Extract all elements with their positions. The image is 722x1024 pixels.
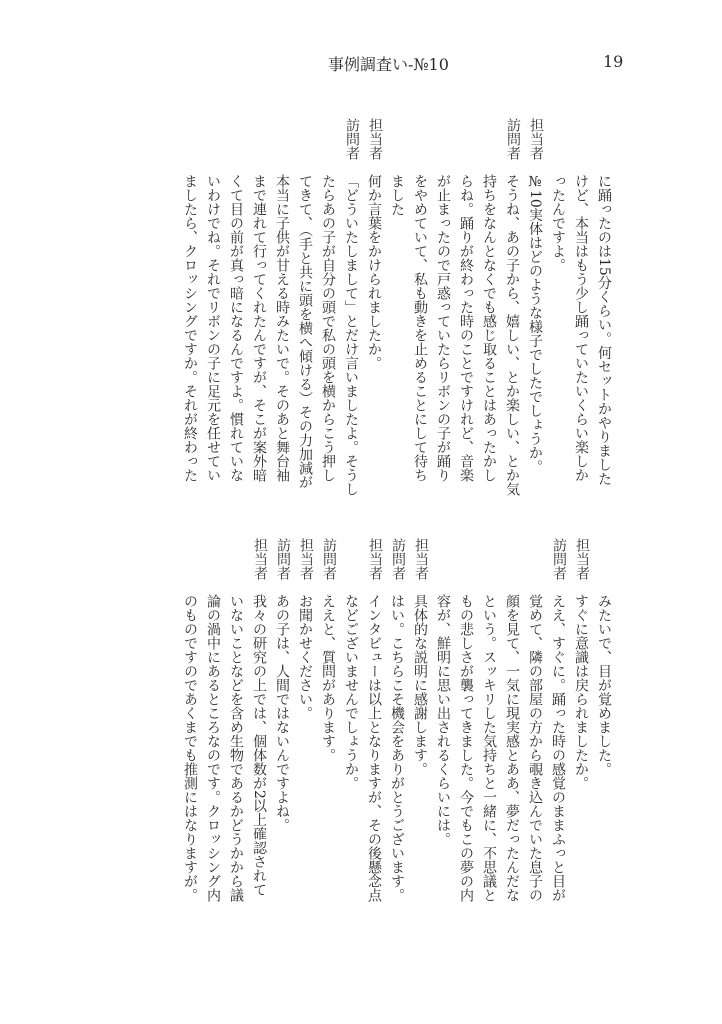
dialogue-line (478, 538, 501, 943)
line-text: あの子は、人間ではないんですよね。 (274, 594, 290, 832)
line-text: 我々の研究の上では、個体数が2以上確認されて (251, 594, 267, 897)
speaker-label: 担当者 (574, 538, 590, 580)
dialogue-line (248, 118, 271, 523)
line-text: ええ、すぐに。踊った時の感覚のままふっと目が (550, 594, 566, 902)
line-text: 覚めて、隣の部屋の方から覗き込んでいた息子の (527, 594, 543, 902)
dialogue-line (317, 118, 340, 523)
line-text: ましたら、クロッシングですか。それが終わった (182, 174, 198, 482)
dialogue-line (501, 118, 524, 523)
dialogue-line (524, 118, 547, 523)
line-text: けど、本当はもう少し踊っていたいくらい楽しか (573, 174, 589, 482)
dialogue-line (340, 118, 363, 523)
dialogue-line (386, 538, 409, 943)
dialogue-line (248, 538, 271, 943)
dialogue-line (501, 538, 524, 943)
line-text: のものですのであくまでも推測にはなりますが。 (182, 594, 198, 902)
dialogue-line (478, 118, 501, 523)
dialogue-line (202, 118, 225, 523)
dialogue-block-bottom (179, 538, 616, 943)
line-text: たらあの子が自分の頭で私の頭を横からこう押し (320, 174, 336, 482)
speaker-label: 訪問者 (321, 538, 337, 580)
dialogue-line (524, 538, 547, 943)
line-text: が止まったので戸惑っていたらリボンの子が踊り (435, 174, 451, 482)
dialogue-line (271, 118, 294, 523)
dialogue-line (363, 118, 386, 523)
line-text: ました (389, 174, 405, 216)
page-header-title: 事例調査い-№10 (328, 55, 449, 74)
dialogue-line (409, 118, 432, 523)
speaker-label: 訪問者 (505, 118, 521, 160)
dialogue-line (363, 538, 386, 943)
speaker-label: 担当者 (367, 538, 383, 580)
line-text: 具体的な説明に感謝します。 (412, 594, 428, 776)
line-text: まで連れて行ってくれたんですが、そこが案外暗 (251, 174, 267, 482)
line-text: ええと、質問があります。 (320, 594, 336, 762)
line-text: もの悲しさが襲ってきました。今でもこの夢の内 (458, 594, 474, 902)
speaker-label: 訪問者 (275, 538, 291, 580)
line-text: インタビューは以上となりますが、その後懸念点 (366, 594, 382, 902)
speaker-label: 担当者 (528, 118, 544, 160)
line-text: 顔を見て、一気に現実感とああ、夢だったんだな (504, 594, 520, 902)
page-number: 19 (603, 52, 624, 71)
dialogue-line (271, 538, 294, 943)
speaker-label: 担当者 (252, 538, 268, 580)
line-text: そうね、あの子から、嬉しい、とか楽しい、とか気 (504, 174, 520, 496)
dialogue-line (409, 538, 432, 943)
line-text: をやめていて、私も動きを止めることにして待ち (412, 174, 428, 482)
dialogue-line (294, 538, 317, 943)
line-text: はい。こちらこそ機会をありがとうございます。 (389, 594, 405, 902)
dialogue-line (225, 118, 248, 523)
line-text: に踊ったのは15分くらい。何セットかやりました (596, 174, 612, 486)
line-text: №10実体はどのような様子でしたでしょうか。 (527, 174, 543, 474)
line-text: いないことなどを含め生物であるかどうかから議 (228, 594, 244, 902)
line-text: 何か言葉をかけられましたか。 (366, 174, 382, 370)
dialogue-line (570, 538, 593, 943)
line-text: などございませんでしょうか。 (343, 594, 359, 790)
dialogue-line (432, 118, 455, 523)
dialogue-line (455, 538, 478, 943)
line-text: てきて、（手と共に頭を横へ傾ける）その力加減が (297, 174, 313, 489)
dialogue-line (179, 538, 202, 943)
line-text: くて目の前が真っ暗になるんですよ。慣れていな (228, 174, 244, 482)
speaker-label: 担当者 (298, 538, 314, 580)
speaker-label: 訪問者 (344, 118, 360, 160)
dialogue-line (570, 118, 593, 523)
line-text: らね。踊りが終わった時のことですけれど、音楽 (458, 174, 474, 482)
line-text: いわけでね。それでリボンの子に足元を任せてい (205, 174, 221, 482)
dialogue-line (386, 118, 409, 523)
line-text: 持ちをなんとなくでも感じ取ることはあったかし (481, 174, 497, 482)
dialogue-line (225, 538, 248, 943)
line-text: 本当に子供が甘える時みたいで。そのあと舞台袖 (274, 174, 290, 482)
dialogue-line (547, 118, 570, 523)
line-text: 容が、鮮明に思い出されるくらいには。 (435, 594, 451, 846)
line-text: という。スッキリした気持ちと一緒に、不思議と (481, 594, 497, 902)
dialogue-line (432, 538, 455, 943)
dialogue-line (593, 118, 616, 523)
speaker-label: 訪問者 (390, 538, 406, 580)
line-text: すぐに意識は戻られましたか。 (573, 594, 589, 790)
line-text: ったんですよ。 (550, 174, 566, 272)
speaker-label: 訪問者 (551, 538, 567, 580)
dialogue-line (317, 538, 340, 943)
line-text: 論の渦中にあるところなのです。クロッシング内 (205, 594, 221, 902)
speaker-label: 担当者 (413, 538, 429, 580)
dialogue-line (294, 118, 317, 523)
line-text: みたいで、目が覚めました。 (596, 594, 612, 776)
line-text: お聞かせください。 (297, 594, 313, 720)
dialogue-block-top (179, 118, 616, 523)
dialogue-line (455, 118, 478, 523)
dialogue-line (202, 538, 225, 943)
dialogue-line (340, 538, 363, 943)
line-text: 「どういたしまして」とだけ言いましたよ。そうし (343, 174, 359, 496)
dialogue-line (593, 538, 616, 943)
speaker-label: 担当者 (367, 118, 383, 160)
dialogue-line (547, 538, 570, 943)
dialogue-line (179, 118, 202, 523)
